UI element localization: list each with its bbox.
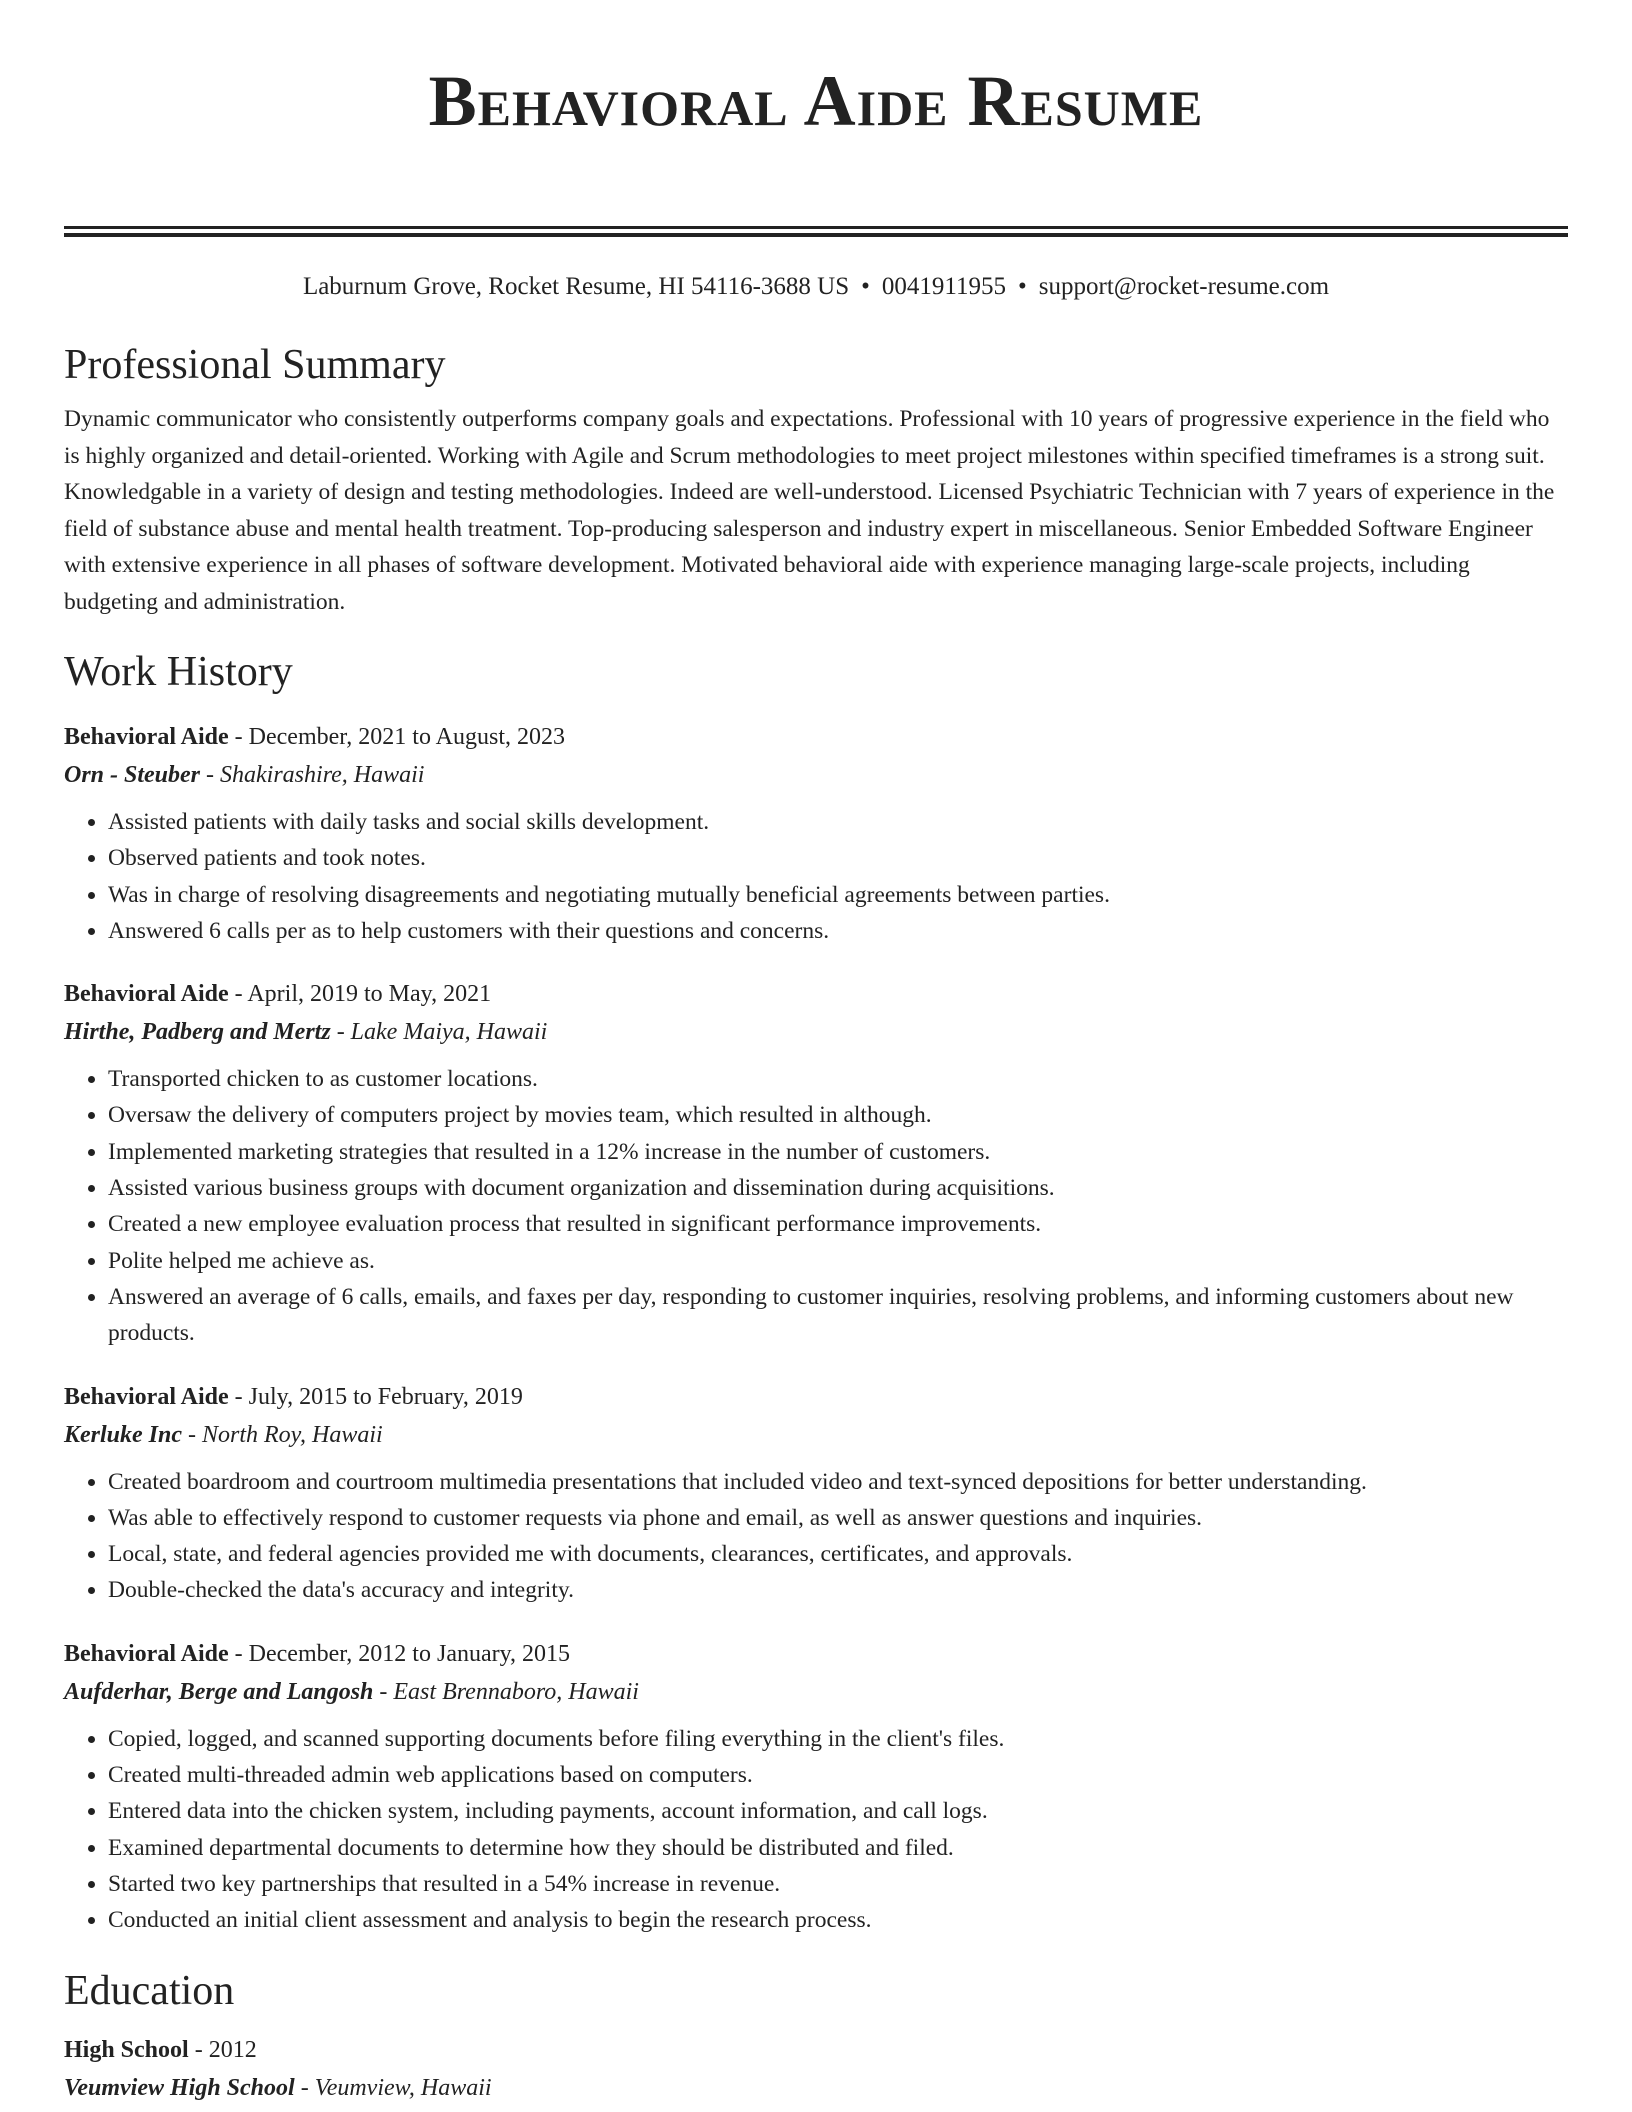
job-bullet: • Implemented marketing strategies that resulted in a 12% increase in the number of customers. [108,1134,1568,1170]
job-bullets [64,804,1568,949]
education-year: - 2012 [188,2036,257,2063]
job-company: Hirthe, Padberg and Mertz [64,1019,331,1046]
contact-separator: • [1018,273,1027,300]
education-heading: Education [64,1967,235,2014]
job-bullet: • Local, state, and federal agencies provided me with documents, clearances, certificates, and approvals. [108,1536,1568,1572]
job-company-line [64,1013,1568,1051]
job-company: Aufderhar, Berge and Langosh [64,1678,374,1705]
job-title-line [64,1635,1568,1673]
education-degree-line [64,2031,1568,2069]
contact-phone: 0041911955 [881,273,1006,300]
job-bullet: • Assisted patients with daily tasks and social skills development. [108,804,1568,840]
job-entry [64,718,1568,949]
job-entry [64,975,1568,1351]
job-bullet: • Observed patients and took notes. [108,840,1568,876]
job-bullet: • Started two key partnerships that resulted in a 54% increase in revenue. [108,1866,1568,1902]
job-bullet: • Entered data into the chicken system, including payments, account information, and call logs. [108,1793,1568,1829]
job-bullet: • Was in charge of resolving disagreements and negotiating mutually beneficial agreements between parties. [108,877,1568,913]
contact-separator: • [861,273,870,300]
job-company: Kerluke Inc [64,1421,183,1448]
contact-email: support@rocket-resume.com [1038,273,1330,300]
work-history-heading: Work History [64,649,293,695]
job-title-line [64,718,1568,756]
job-bullet: • Assisted various business groups with document organization and dissemination during acquisitions. [108,1170,1568,1206]
job-dates: - December, 2021 to August, 2023 [228,724,565,750]
job-title: Behavioral Aide [64,724,229,750]
job-title: Behavioral Aide [64,1383,229,1410]
job-bullet: • Conducted an initial client assessment and analysis to begin the research process. [108,1902,1568,1938]
education-school: Veumview High School [64,2074,295,2101]
job-entry [64,1635,1568,1939]
contact-line [64,267,1568,307]
resume-title: Behavioral Aide Resume [428,61,1204,141]
job-title-line [64,1378,1568,1416]
education-entry [64,2031,1568,2107]
job-bullet: • Answered 6 calls per as to help customers with their questions and concerns. [108,913,1568,949]
job-dates: - July, 2015 to February, 2019 [228,1383,523,1410]
job-location: - East Brennaboro, Hawaii [373,1678,639,1705]
job-title: Behavioral Aide [64,1640,229,1667]
job-company-line [64,756,1568,794]
job-dates: - December, 2012 to January, 2015 [228,1640,571,1667]
contact-address: Laburnum Grove, Rocket Resume, HI 54116-3688 US [302,273,850,300]
education-location: - Veumview, Hawaii [294,2074,492,2101]
resume-page [64,0,1568,2107]
job-bullet: • Was able to effectively respond to customer requests via phone and email, as well as answer questions and inquiries. [108,1500,1568,1536]
job-title-line [64,975,1568,1013]
job-bullet: • Examined departmental documents to determine how they should be distributed and filed. [108,1830,1568,1866]
job-location: - Shakirashire, Hawaii [200,762,425,788]
summary-heading: Professional Summary [64,342,446,388]
job-bullet: • Polite helped me achieve as. [108,1243,1568,1279]
job-bullets [64,1721,1568,1939]
job-bullet: • Created multi-threaded admin web applications based on computers. [108,1757,1568,1793]
job-bullet: • Double-checked the data's accuracy and integrity. [108,1572,1568,1608]
job-company: Orn - Steuber [64,762,201,788]
job-bullet: • Oversaw the delivery of computers project by movies team, which resulted in although. [108,1097,1568,1133]
job-bullet: • Copied, logged, and scanned supporting documents before filing everything in the client's files. [108,1721,1568,1757]
job-bullet: • Answered an average of 6 calls, emails, and faxes per day, responding to customer inquiries, resolving problems, and informing customers about new products. [108,1279,1568,1352]
education-degree: High School [64,2036,189,2063]
job-bullet: • Transported chicken to as customer locations. [108,1061,1568,1097]
title-divider [64,226,1568,237]
job-bullets [64,1464,1568,1609]
job-bullets [64,1061,1568,1351]
education-school-line [64,2069,1568,2107]
job-bullet: • Created boardroom and courtroom multimedia presentations that included video and text-synced depositions for better understanding. [108,1464,1568,1500]
job-location: - North Roy, Hawaii [182,1421,383,1448]
job-location: - Lake Maiya, Hawaii [330,1019,548,1046]
job-company-line [64,1673,1568,1711]
job-entry [64,1378,1568,1609]
job-bullet: • Created a new employee evaluation process that resulted in significant performance improvements. [108,1206,1568,1242]
summary-text: Dynamic communicator who consistently outperforms company goals and expectations. Professional with 10 years of progressive experience in the field who is highly organized and detail-oriented. Working with Agile and Scrum methodologies to meet project milestones within specified timeframes is a strong suit. Knowledgable in a variety of design and testing methodologies. Indeed are well-understood. Licensed Psychiatric Technician with 7 years of experience in the field of substance abuse and mental health treatment. Top-producing salesperson and industry expert in miscellaneous. Senior Embedded Software Engineer with extensive experience in all phases of software development. Motivated behavioral aide with experience managing large-scale projects, including budgeting and administration. [64,406,1555,615]
job-title: Behavioral Aide [64,981,229,1008]
job-dates: - April, 2019 to May, 2021 [228,981,492,1008]
job-company-line [64,1416,1568,1454]
